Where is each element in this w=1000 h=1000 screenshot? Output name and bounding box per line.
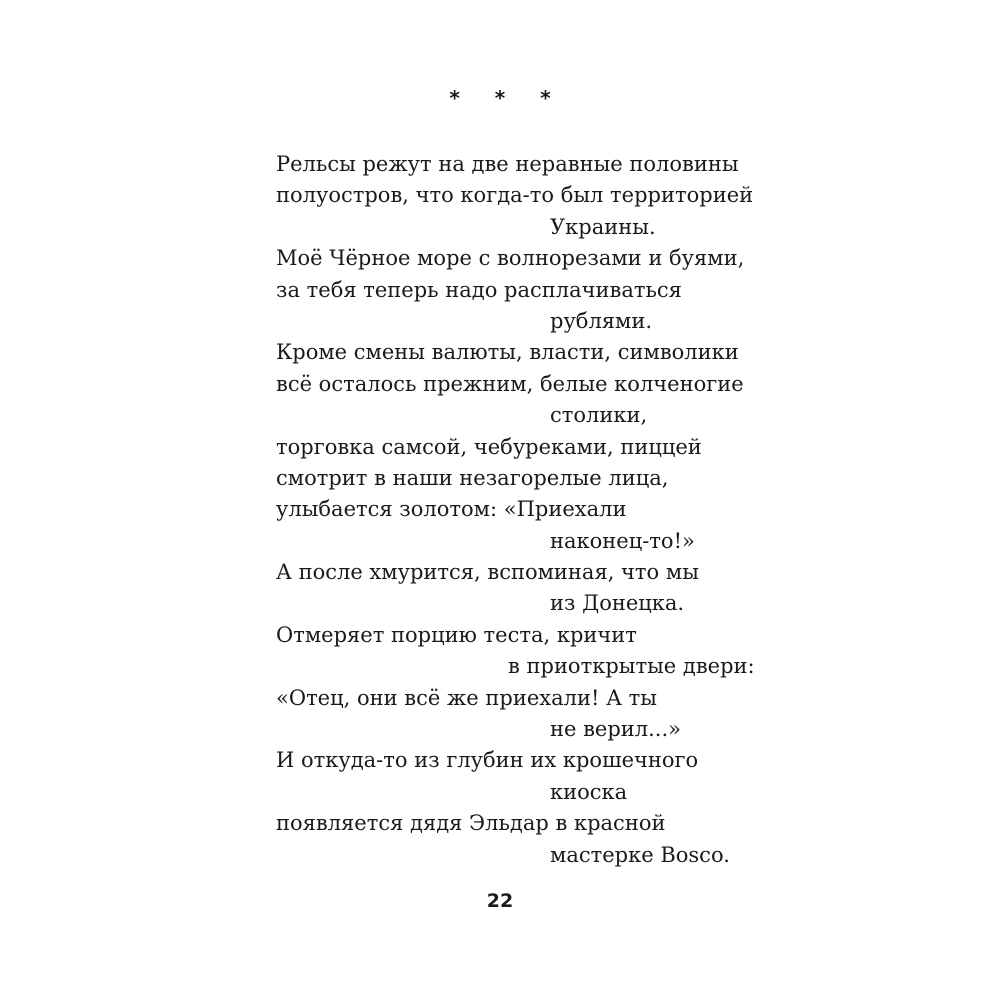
poem-line: за тебя теперь надо расплачиваться [276,277,682,302]
poem-line: в приоткрытые двери: [508,654,755,679]
poem-line: И откуда-то из глубин их крошечного [276,748,699,773]
page-number: 22 [486,890,514,912]
poem-line: Украины. [550,214,656,239]
poem-line: Рельсы режут на две неравные половины [276,152,739,176]
poem-line: Кроме смены валюты, власти, символики [276,340,739,365]
poem-line: не верил...» [550,717,682,742]
poem-line: наконец-то!» [550,528,695,553]
poem-line: киоска [550,779,628,804]
poem-line: Отмеряет порцию теста, кричит [276,622,637,647]
poem-text [276,149,976,871]
poem-line: рублями. [550,308,653,333]
poem-line: полуостров, что когда-то был территорией [276,183,754,208]
section-ornament: * * * [449,86,565,110]
poem-line: улыбается золотом: «Приехали [276,497,627,522]
poem-line: «Отец, они всё же приехали! А ты [276,685,657,710]
poem-line: мастерке Bosco. [550,842,730,867]
poem-line: столики, [550,403,648,428]
poem-line: А после хмурится, вспоминая, что мы [276,560,699,585]
poem-line: Моё Чёрное море с волнорезами и буями, [276,246,745,271]
poem-line: появляется дядя Эльдар в красной [276,811,666,836]
poem-line: всё осталось прежним, белые колченогие [276,371,744,396]
poem-line: торговка самсой, чебуреками, пиццей [276,434,702,459]
poem-line: смотрит в наши незагорелые лица, [276,465,669,490]
poem-line: из Донецка. [550,591,685,616]
